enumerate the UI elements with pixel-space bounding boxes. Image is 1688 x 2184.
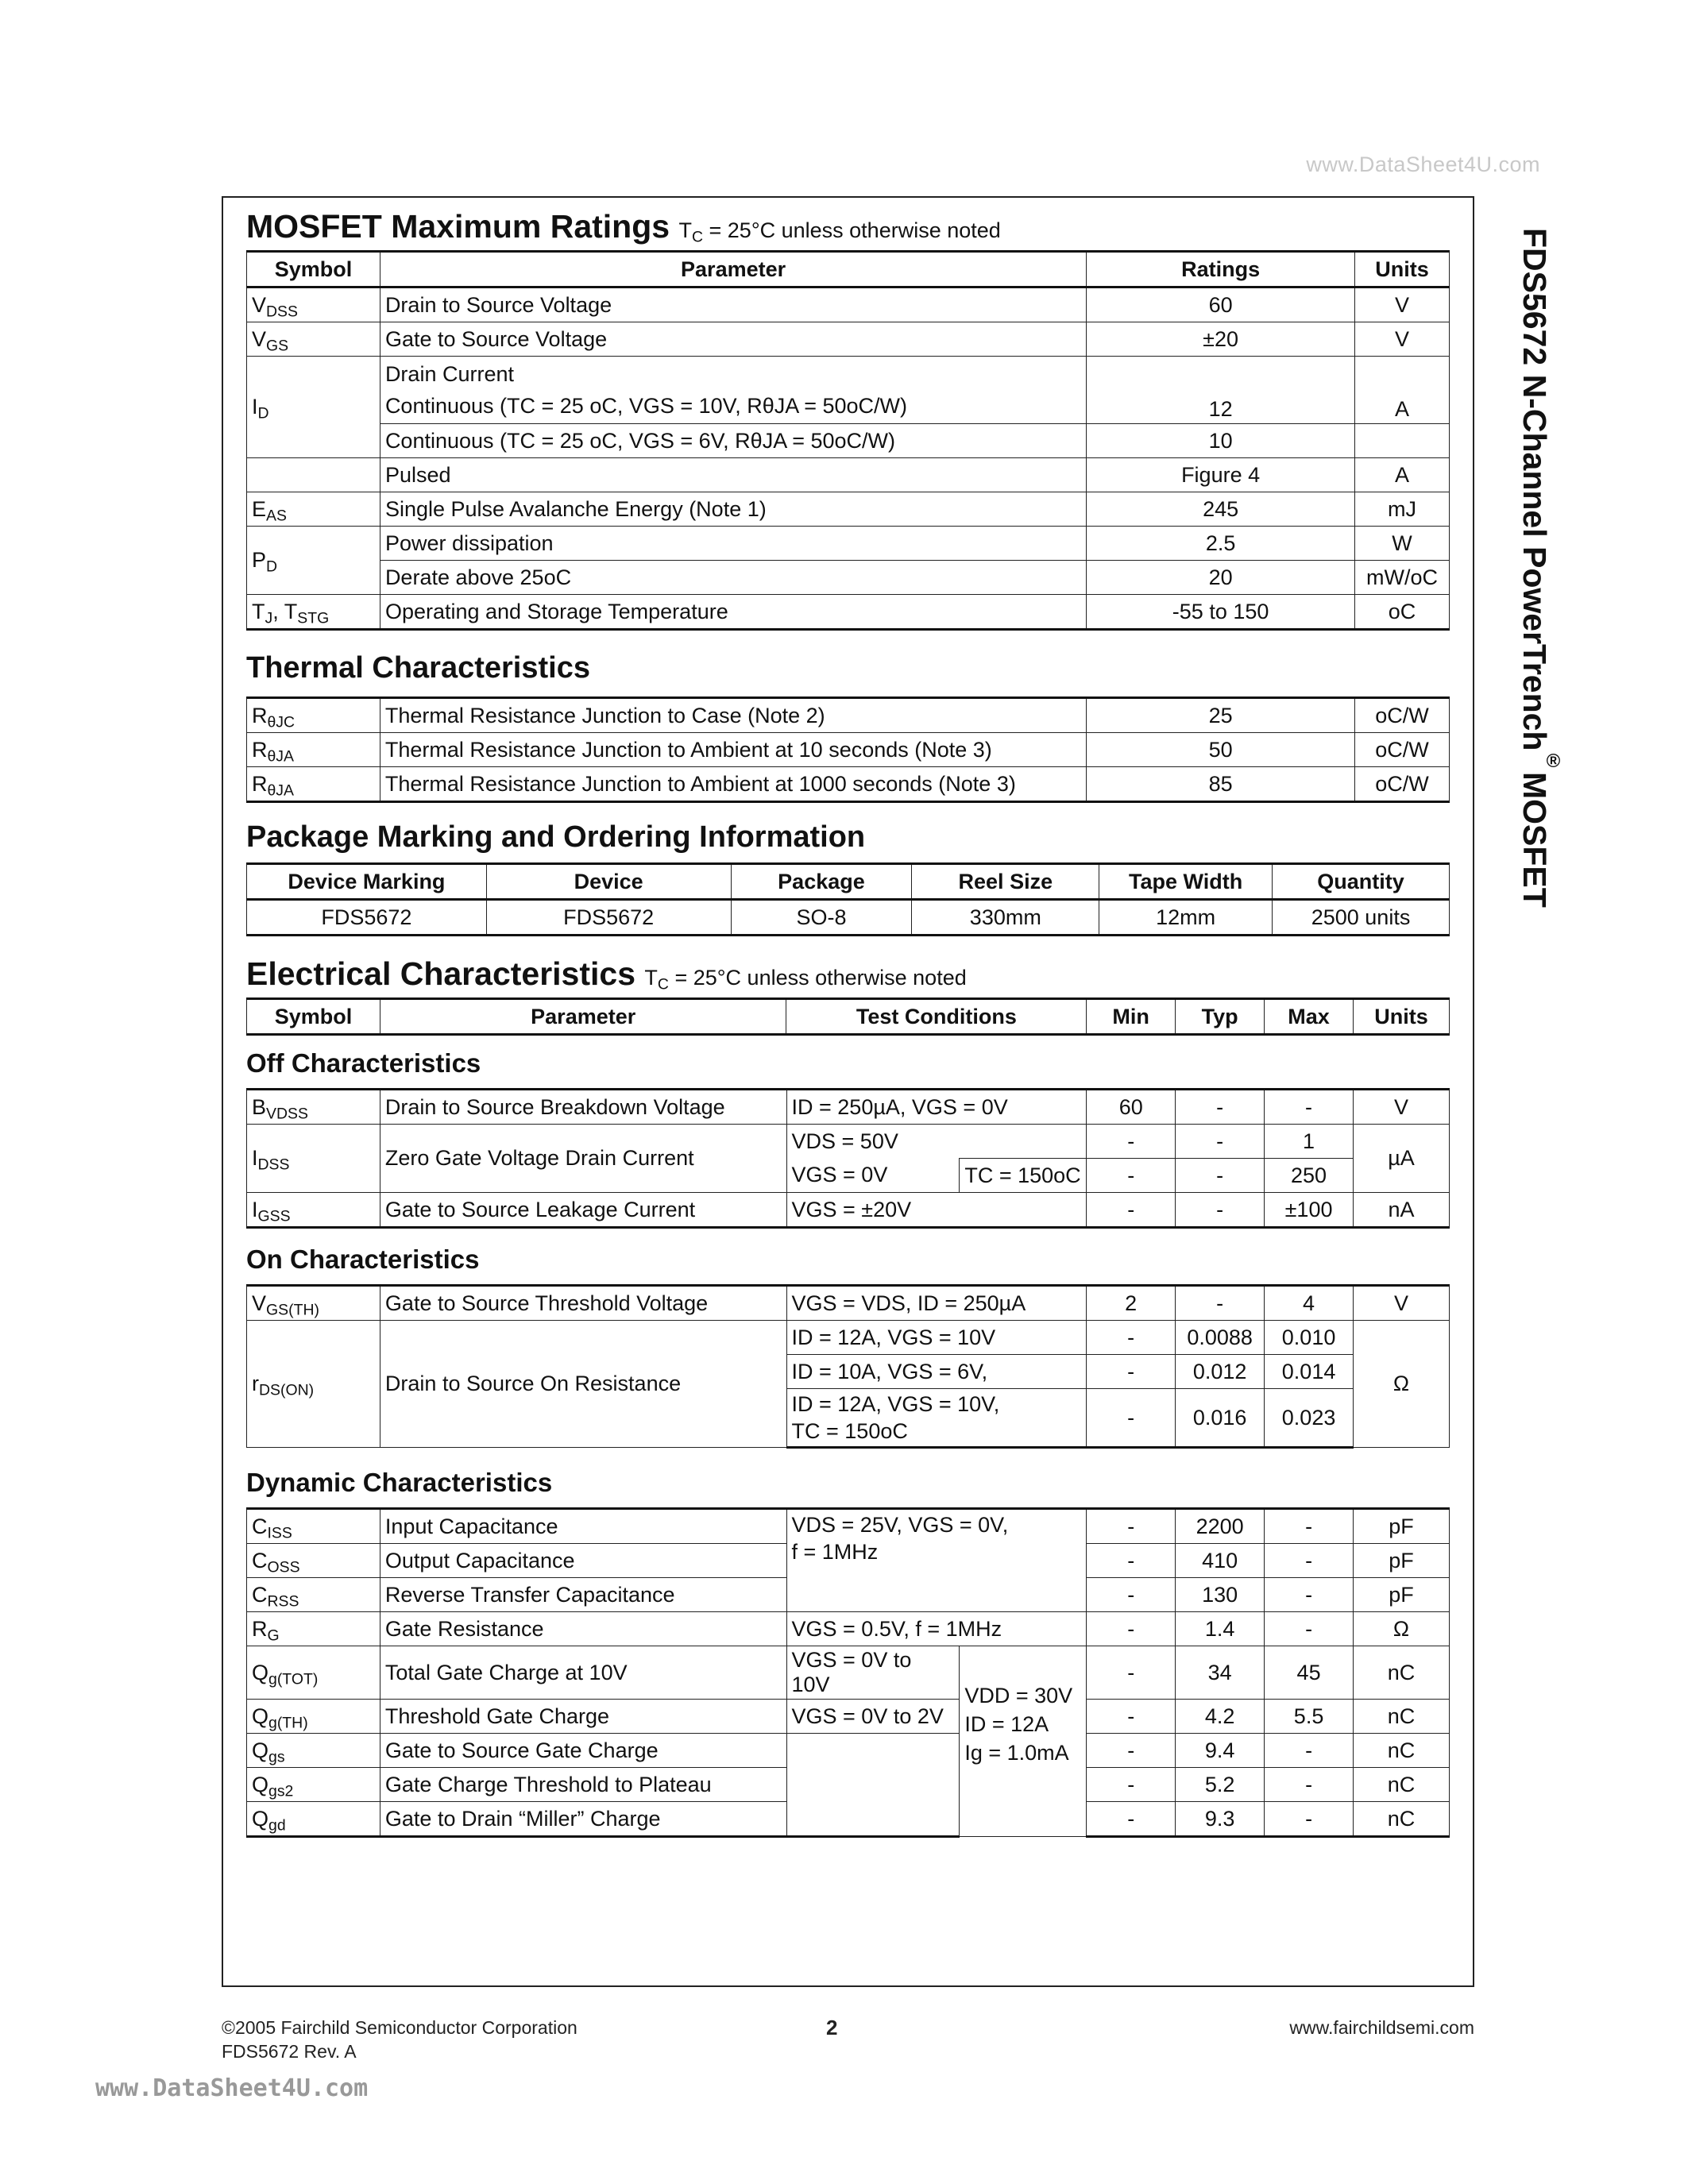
table-row: $C_{OSS}$ Output Capacitance - 410 - pF — [247, 1544, 1450, 1578]
table-row: $I_{DSS}$ Zero Gate Voltage Drain Current VDS = 50V - - 1 µA — [247, 1125, 1450, 1159]
table-row: $C_{ISS}$ Input Capacitance VDS = 25V, VGS = 0V, f = 1MHz - 2200 - pF — [247, 1509, 1450, 1544]
table-row: $Q_{gd}$ Gate to Drain “Miller” Charge - 9.3 - nC — [247, 1802, 1450, 1837]
electrical-title: Electrical Characteristics $T_C = 25^\circ C$ unless otherwise noted — [246, 955, 967, 994]
table-row: $I_{GSS}$ Gate to Source Leakage Current VGS = ±20V - - ±100 nA — [247, 1193, 1450, 1228]
footer-left — [222, 2016, 577, 2063]
table-row: $E_{AS}$ Single Pulse Avalanche Energy (Note 1) 245 mJ — [247, 492, 1450, 527]
watermark-bottom: www.DataSheet4U.com — [95, 2074, 369, 2102]
table-row: $V_{DSS}$ Drain to Source Voltage 60 V — [247, 287, 1450, 322]
off-table — [246, 1088, 1450, 1229]
table-row: VGS = 0V TC = 150oC - - 250 — [247, 1159, 1450, 1193]
table-row: Continuous (TC = 25 oC, VGS = 6V, RθJA = 50oC/W) 10 — [247, 424, 1450, 458]
table-row: $R_{\theta JC}$ Thermal Resistance Junction to Case (Note 2) 25 oC/W — [247, 698, 1450, 733]
table-row: $V_{GS}$ Gate to Source Voltage ±20 V — [247, 322, 1450, 357]
table-row: $R_{\theta JA}$ Thermal Resistance Junction to Ambient at 10 seconds (Note 3) 50 oC/W — [247, 733, 1450, 767]
page-number: 2 — [826, 2016, 838, 2039]
table-row: Derate above 25oC 20 mW/oC — [247, 561, 1450, 595]
table-row: ID = 12A, VGS = 10V, TC = 150oC - 0.016 0.023 — [247, 1389, 1450, 1448]
package-title: Package Marking and Ordering Information — [246, 820, 866, 854]
dynamic-title: Dynamic Characteristics — [246, 1468, 553, 1497]
table-row: $P_D$ Power dissipation 2.5 W — [247, 527, 1450, 561]
table-row: $Q_{gs2}$ Gate Charge Threshold to Plateau - 5.2 - nC — [247, 1768, 1450, 1802]
max-ratings-title: MOSFET Maximum Ratings $T_C = 25^\circ C$ unless otherwise noted — [246, 208, 1001, 246]
table-row: $I_D$ Drain Current Continuous (TC = 25 oC, VGS = 10V, RθJA = 50oC/W) 12 A — [247, 357, 1450, 424]
thermal-table — [246, 696, 1450, 803]
content — [246, 208, 1450, 1838]
watermark-top: www.DataSheet4U.com — [1306, 152, 1540, 176]
on-table — [246, 1284, 1450, 1449]
table-row: $r_{DS(ON)}$ Drain to Source On Resistance ID = 12A, VGS = 10V - 0.0088 0.010 Ω — [247, 1321, 1450, 1355]
table-row: Pulsed Figure 4 A — [247, 458, 1450, 492]
on-title: On Characteristics — [246, 1244, 480, 1274]
thermal-title: Thermal Characteristics — [246, 651, 590, 685]
max-ratings-table: Symbol Parameter Ratings Units $V_{DSS}$ Drain to Source Voltage 60 V $V_{GS}$ Gate to Source Voltage ±20 V $I_D$ Drain Current Continuous (TC = 25 oC, VGS = 10V, RθJA = 50oC/W) 12 A Continuous (TC = 25 oC, VGS = 6V, RθJA = 50oC/W) 10 Pulsed Figure 4 A $E_{AS}$ Single Pulse Avalanche Energy (Note 1) 245 mJ $P_D$ Power dissipation 2.5 W Derate above 25oC 20 mW/oC $T_J$, $T_{STG}$ Operating and Storage Temperature -55 to 150 oC — [246, 250, 1450, 631]
table-row: $V_{GS(TH)}$ Gate to Source Threshold Voltage VGS = VDS, ID = 250µA 2 - 4 V — [247, 1286, 1450, 1321]
footer-url[interactable]: www.fairchildsemi.com — [1289, 2017, 1474, 2038]
package-table: Device Marking Device Package Reel Size Tape Width Quantity FDS5672 FDS5672 SO-8 330mm 12mm 2500 units — [246, 862, 1450, 936]
table-row: $R_G$ Gate Resistance VGS = 0.5V, f = 1MHz - 1.4 - Ω — [247, 1612, 1450, 1646]
table-row: $Q_{g(TOT)}$ Total Gate Charge at 10V VGS = 0V to 10V VDD = 30V ID = 12A Ig = 1.0mA - 34 45 nC — [247, 1646, 1450, 1700]
table-row: $C_{RSS}$ Reverse Transfer Capacitance - 130 - pF — [247, 1578, 1450, 1612]
electrical-header-table: Symbol Parameter Test Conditions Min Typ Max Units — [246, 997, 1450, 1036]
dynamic-table — [246, 1507, 1450, 1838]
table-row: $T_J$, $T_{STG}$ Operating and Storage Temperature -55 to 150 oC — [247, 595, 1450, 630]
off-title: Off Characteristics — [246, 1048, 481, 1078]
table-row: $B_{VDSS}$ Drain to Source Breakdown Voltage ID = 250µA, VGS = 0V 60 - - V — [247, 1090, 1450, 1125]
table-row: $Q_{gs}$ Gate to Source Gate Charge - 9.4 - nC — [247, 1734, 1450, 1768]
revision: FDS5672 Rev. A — [222, 2041, 357, 2062]
table-row: $R_{\theta JA}$ Thermal Resistance Junction to Ambient at 1000 seconds (Note 3) 85 oC/W — [247, 767, 1450, 802]
table-row: $Q_{g(TH)}$ Threshold Gate Charge VGS = 0V to 2V - 4.2 5.5 nC — [247, 1700, 1450, 1734]
table-row: ID = 10A, VGS = 6V, - 0.012 0.014 — [247, 1355, 1450, 1389]
copyright: ©2005 Fairchild Semiconductor Corporation — [222, 2017, 577, 2038]
side-title: FDS5672 N-Channel PowerTrench ® MOSFET — [1516, 227, 1564, 909]
table-row: FDS5672 FDS5672 SO-8 330mm 12mm 2500 units — [247, 900, 1450, 936]
